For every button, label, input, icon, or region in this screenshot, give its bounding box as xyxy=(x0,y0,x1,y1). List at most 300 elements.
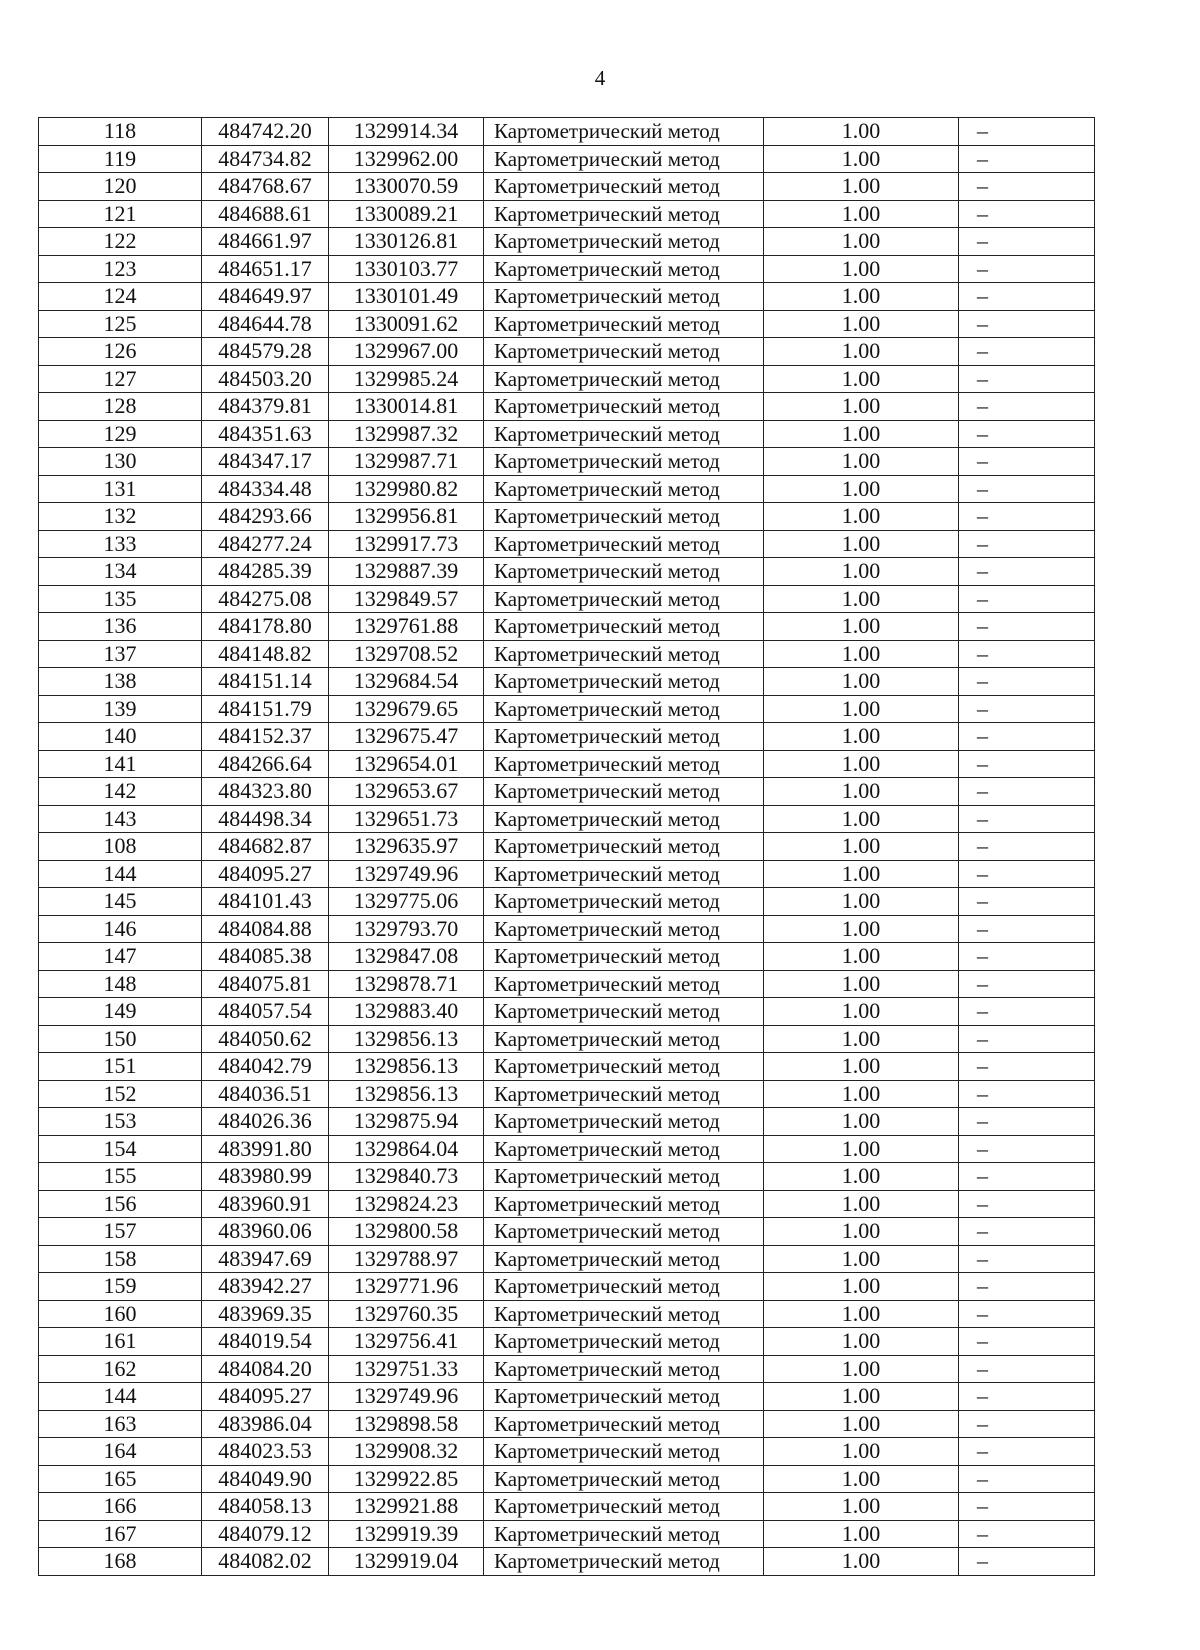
point-number-cell: 144 xyxy=(39,1383,202,1411)
table-row xyxy=(39,503,1095,531)
y-coordinate-cell: 1329856.13 xyxy=(329,1053,484,1081)
x-coordinate-cell: 484148.82 xyxy=(202,640,329,668)
y-coordinate-cell: 1329760.35 xyxy=(329,1300,484,1328)
accuracy-cell: 1.00 xyxy=(764,1410,959,1438)
accuracy-cell: 1.00 xyxy=(764,1465,959,1493)
description-cell: – xyxy=(959,118,1095,146)
table-row xyxy=(39,1245,1095,1273)
method-cell: Картометрический метод xyxy=(484,448,764,476)
x-coordinate-cell: 484152.37 xyxy=(202,723,329,751)
point-number-cell: 155 xyxy=(39,1163,202,1191)
accuracy-cell: 1.00 xyxy=(764,970,959,998)
description-cell: – xyxy=(959,420,1095,448)
method-cell: Картометрический метод xyxy=(484,338,764,366)
method-cell: Картометрический метод xyxy=(484,943,764,971)
description-cell: – xyxy=(959,915,1095,943)
table-row xyxy=(39,1355,1095,1383)
page-number: 4 xyxy=(594,66,606,90)
x-coordinate-cell: 484649.97 xyxy=(202,283,329,311)
accuracy-cell: 1.00 xyxy=(764,283,959,311)
method-cell: Картометрический метод xyxy=(484,778,764,806)
description-cell: – xyxy=(959,833,1095,861)
description-cell: – xyxy=(959,1190,1095,1218)
description-cell: – xyxy=(959,393,1095,421)
method-cell: Картометрический метод xyxy=(484,805,764,833)
accuracy-cell: 1.00 xyxy=(764,1493,959,1521)
method-cell: Картометрический метод xyxy=(484,1355,764,1383)
accuracy-cell: 1.00 xyxy=(764,420,959,448)
table-row xyxy=(39,200,1095,228)
x-coordinate-cell: 484101.43 xyxy=(202,888,329,916)
accuracy-cell: 1.00 xyxy=(764,118,959,146)
y-coordinate-cell: 1329967.00 xyxy=(329,338,484,366)
description-cell: – xyxy=(959,943,1095,971)
y-coordinate-cell: 1329856.13 xyxy=(329,1080,484,1108)
point-number-cell: 146 xyxy=(39,915,202,943)
x-coordinate-cell: 484275.08 xyxy=(202,585,329,613)
description-cell: – xyxy=(959,1328,1095,1356)
y-coordinate-cell: 1329793.70 xyxy=(329,915,484,943)
point-number-cell: 160 xyxy=(39,1300,202,1328)
description-cell: – xyxy=(959,695,1095,723)
point-number-cell: 140 xyxy=(39,723,202,751)
x-coordinate-cell: 484057.54 xyxy=(202,998,329,1026)
table-row xyxy=(39,228,1095,256)
accuracy-cell: 1.00 xyxy=(764,365,959,393)
accuracy-cell: 1.00 xyxy=(764,228,959,256)
point-number-cell: 129 xyxy=(39,420,202,448)
x-coordinate-cell: 484742.20 xyxy=(202,118,329,146)
table-row xyxy=(39,585,1095,613)
y-coordinate-cell: 1329917.73 xyxy=(329,530,484,558)
y-coordinate-cell: 1329653.67 xyxy=(329,778,484,806)
accuracy-cell: 1.00 xyxy=(764,393,959,421)
x-coordinate-cell: 484503.20 xyxy=(202,365,329,393)
y-coordinate-cell: 1329898.58 xyxy=(329,1410,484,1438)
table-row xyxy=(39,338,1095,366)
x-coordinate-cell: 484082.02 xyxy=(202,1548,329,1576)
y-coordinate-cell: 1329875.94 xyxy=(329,1108,484,1136)
point-number-cell: 132 xyxy=(39,503,202,531)
x-coordinate-cell: 484050.62 xyxy=(202,1025,329,1053)
y-coordinate-cell: 1329864.04 xyxy=(329,1135,484,1163)
point-number-cell: 145 xyxy=(39,888,202,916)
method-cell: Картометрический метод xyxy=(484,503,764,531)
accuracy-cell: 1.00 xyxy=(764,530,959,558)
accuracy-cell: 1.00 xyxy=(764,915,959,943)
y-coordinate-cell: 1329921.88 xyxy=(329,1493,484,1521)
method-cell: Картометрический метод xyxy=(484,668,764,696)
y-coordinate-cell: 1330014.81 xyxy=(329,393,484,421)
description-cell: – xyxy=(959,255,1095,283)
y-coordinate-cell: 1329840.73 xyxy=(329,1163,484,1191)
description-cell: – xyxy=(959,998,1095,1026)
y-coordinate-cell: 1329708.52 xyxy=(329,640,484,668)
description-cell: – xyxy=(959,200,1095,228)
x-coordinate-cell: 484644.78 xyxy=(202,310,329,338)
x-coordinate-cell: 483991.80 xyxy=(202,1135,329,1163)
accuracy-cell: 1.00 xyxy=(764,805,959,833)
x-coordinate-cell: 484036.51 xyxy=(202,1080,329,1108)
table-row xyxy=(39,1190,1095,1218)
point-number-cell: 164 xyxy=(39,1438,202,1466)
method-cell: Картометрический метод xyxy=(484,393,764,421)
description-cell: – xyxy=(959,1080,1095,1108)
method-cell: Картометрический метод xyxy=(484,1328,764,1356)
x-coordinate-cell: 484768.67 xyxy=(202,173,329,201)
table-row xyxy=(39,943,1095,971)
x-coordinate-cell: 484498.34 xyxy=(202,805,329,833)
method-cell: Картометрический метод xyxy=(484,1548,764,1576)
table-row xyxy=(39,805,1095,833)
table-row xyxy=(39,915,1095,943)
table-row xyxy=(39,173,1095,201)
accuracy-cell: 1.00 xyxy=(764,1163,959,1191)
table-row xyxy=(39,475,1095,503)
y-coordinate-cell: 1329635.97 xyxy=(329,833,484,861)
method-cell: Картометрический метод xyxy=(484,998,764,1026)
table-row xyxy=(39,1520,1095,1548)
point-number-cell: 134 xyxy=(39,558,202,586)
accuracy-cell: 1.00 xyxy=(764,1190,959,1218)
x-coordinate-cell: 484085.38 xyxy=(202,943,329,971)
x-coordinate-cell: 484019.54 xyxy=(202,1328,329,1356)
table-row xyxy=(39,1025,1095,1053)
method-cell: Картометрический метод xyxy=(484,970,764,998)
description-cell: – xyxy=(959,475,1095,503)
x-coordinate-cell: 484026.36 xyxy=(202,1108,329,1136)
description-cell: – xyxy=(959,613,1095,641)
description-cell: – xyxy=(959,283,1095,311)
x-coordinate-cell: 484049.90 xyxy=(202,1465,329,1493)
y-coordinate-cell: 1329847.08 xyxy=(329,943,484,971)
table-row xyxy=(39,1465,1095,1493)
point-number-cell: 138 xyxy=(39,668,202,696)
method-cell: Картометрический метод xyxy=(484,1493,764,1521)
point-number-cell: 141 xyxy=(39,750,202,778)
y-coordinate-cell: 1330070.59 xyxy=(329,173,484,201)
accuracy-cell: 1.00 xyxy=(764,1520,959,1548)
x-coordinate-cell: 484151.14 xyxy=(202,668,329,696)
description-cell: – xyxy=(959,1548,1095,1576)
accuracy-cell: 1.00 xyxy=(764,668,959,696)
description-cell: – xyxy=(959,1438,1095,1466)
description-cell: – xyxy=(959,1355,1095,1383)
accuracy-cell: 1.00 xyxy=(764,833,959,861)
method-cell: Картометрический метод xyxy=(484,1410,764,1438)
accuracy-cell: 1.00 xyxy=(764,310,959,338)
table-row xyxy=(39,1328,1095,1356)
point-number-cell: 162 xyxy=(39,1355,202,1383)
method-cell: Картометрический метод xyxy=(484,558,764,586)
y-coordinate-cell: 1329980.82 xyxy=(329,475,484,503)
point-number-cell: 126 xyxy=(39,338,202,366)
method-cell: Картометрический метод xyxy=(484,420,764,448)
table-row xyxy=(39,1163,1095,1191)
point-number-cell: 152 xyxy=(39,1080,202,1108)
table-row xyxy=(39,530,1095,558)
accuracy-cell: 1.00 xyxy=(764,585,959,613)
x-coordinate-cell: 484084.88 xyxy=(202,915,329,943)
description-cell: – xyxy=(959,558,1095,586)
x-coordinate-cell: 484079.12 xyxy=(202,1520,329,1548)
point-number-cell: 167 xyxy=(39,1520,202,1548)
y-coordinate-cell: 1329849.57 xyxy=(329,585,484,613)
table-row xyxy=(39,1218,1095,1246)
accuracy-cell: 1.00 xyxy=(764,448,959,476)
method-cell: Картометрический метод xyxy=(484,1080,764,1108)
accuracy-cell: 1.00 xyxy=(764,613,959,641)
method-cell: Картометрический метод xyxy=(484,173,764,201)
table-row xyxy=(39,393,1095,421)
table-row xyxy=(39,145,1095,173)
description-cell: – xyxy=(959,1465,1095,1493)
accuracy-cell: 1.00 xyxy=(764,1080,959,1108)
table-row xyxy=(39,1383,1095,1411)
y-coordinate-cell: 1329919.39 xyxy=(329,1520,484,1548)
x-coordinate-cell: 484023.53 xyxy=(202,1438,329,1466)
accuracy-cell: 1.00 xyxy=(764,1355,959,1383)
method-cell: Картометрический метод xyxy=(484,750,764,778)
method-cell: Картометрический метод xyxy=(484,833,764,861)
x-coordinate-cell: 484323.80 xyxy=(202,778,329,806)
description-cell: – xyxy=(959,448,1095,476)
table-row xyxy=(39,365,1095,393)
y-coordinate-cell: 1330089.21 xyxy=(329,200,484,228)
description-cell: – xyxy=(959,640,1095,668)
description-cell: – xyxy=(959,503,1095,531)
method-cell: Картометрический метод xyxy=(484,1135,764,1163)
x-coordinate-cell: 484277.24 xyxy=(202,530,329,558)
point-number-cell: 165 xyxy=(39,1465,202,1493)
accuracy-cell: 1.00 xyxy=(764,1548,959,1576)
accuracy-cell: 1.00 xyxy=(764,503,959,531)
description-cell: – xyxy=(959,1053,1095,1081)
accuracy-cell: 1.00 xyxy=(764,860,959,888)
point-number-cell: 130 xyxy=(39,448,202,476)
description-cell: – xyxy=(959,1025,1095,1053)
y-coordinate-cell: 1329856.13 xyxy=(329,1025,484,1053)
y-coordinate-cell: 1329922.85 xyxy=(329,1465,484,1493)
x-coordinate-cell: 484347.17 xyxy=(202,448,329,476)
x-coordinate-cell: 483947.69 xyxy=(202,1245,329,1273)
point-number-cell: 119 xyxy=(39,145,202,173)
y-coordinate-cell: 1330091.62 xyxy=(329,310,484,338)
table-row xyxy=(39,723,1095,751)
description-cell: – xyxy=(959,1520,1095,1548)
point-number-cell: 137 xyxy=(39,640,202,668)
point-number-cell: 156 xyxy=(39,1190,202,1218)
table-row xyxy=(39,118,1095,146)
table-row xyxy=(39,833,1095,861)
description-cell: – xyxy=(959,1383,1095,1411)
point-number-cell: 163 xyxy=(39,1410,202,1438)
accuracy-cell: 1.00 xyxy=(764,778,959,806)
point-number-cell: 154 xyxy=(39,1135,202,1163)
accuracy-cell: 1.00 xyxy=(764,888,959,916)
method-cell: Картометрический метод xyxy=(484,585,764,613)
y-coordinate-cell: 1330103.77 xyxy=(329,255,484,283)
x-coordinate-cell: 484084.20 xyxy=(202,1355,329,1383)
description-cell: – xyxy=(959,668,1095,696)
method-cell: Картометрический метод xyxy=(484,723,764,751)
table-row xyxy=(39,750,1095,778)
description-cell: – xyxy=(959,365,1095,393)
accuracy-cell: 1.00 xyxy=(764,1328,959,1356)
method-cell: Картометрический метод xyxy=(484,888,764,916)
accuracy-cell: 1.00 xyxy=(764,943,959,971)
description-cell: – xyxy=(959,1273,1095,1301)
description-cell: – xyxy=(959,888,1095,916)
x-coordinate-cell: 484075.81 xyxy=(202,970,329,998)
description-cell: – xyxy=(959,723,1095,751)
description-cell: – xyxy=(959,228,1095,256)
x-coordinate-cell: 484682.87 xyxy=(202,833,329,861)
method-cell: Картометрический метод xyxy=(484,1245,764,1273)
y-coordinate-cell: 1329800.58 xyxy=(329,1218,484,1246)
point-number-cell: 142 xyxy=(39,778,202,806)
accuracy-cell: 1.00 xyxy=(764,255,959,283)
description-cell: – xyxy=(959,860,1095,888)
y-coordinate-cell: 1329775.06 xyxy=(329,888,484,916)
accuracy-cell: 1.00 xyxy=(764,200,959,228)
method-cell: Картометрический метод xyxy=(484,475,764,503)
method-cell: Картометрический метод xyxy=(484,365,764,393)
method-cell: Картометрический метод xyxy=(484,1218,764,1246)
method-cell: Картометрический метод xyxy=(484,118,764,146)
method-cell: Картометрический метод xyxy=(484,255,764,283)
x-coordinate-cell: 483960.06 xyxy=(202,1218,329,1246)
table-row xyxy=(39,613,1095,641)
x-coordinate-cell: 484351.63 xyxy=(202,420,329,448)
point-number-cell: 147 xyxy=(39,943,202,971)
description-cell: – xyxy=(959,750,1095,778)
method-cell: Картометрический метод xyxy=(484,1053,764,1081)
x-coordinate-cell: 484688.61 xyxy=(202,200,329,228)
x-coordinate-cell: 484151.79 xyxy=(202,695,329,723)
y-coordinate-cell: 1329751.33 xyxy=(329,1355,484,1383)
table-row xyxy=(39,970,1095,998)
method-cell: Картометрический метод xyxy=(484,1300,764,1328)
accuracy-cell: 1.00 xyxy=(764,475,959,503)
table-row xyxy=(39,695,1095,723)
point-number-cell: 143 xyxy=(39,805,202,833)
method-cell: Картометрический метод xyxy=(484,1383,764,1411)
table-row xyxy=(39,1493,1095,1521)
point-number-cell: 121 xyxy=(39,200,202,228)
x-coordinate-cell: 484293.66 xyxy=(202,503,329,531)
table-row xyxy=(39,420,1095,448)
description-cell: – xyxy=(959,145,1095,173)
point-number-cell: 166 xyxy=(39,1493,202,1521)
x-coordinate-cell: 483980.99 xyxy=(202,1163,329,1191)
accuracy-cell: 1.00 xyxy=(764,145,959,173)
table-row xyxy=(39,1108,1095,1136)
description-cell: – xyxy=(959,970,1095,998)
table-row xyxy=(39,1080,1095,1108)
description-cell: – xyxy=(959,1410,1095,1438)
point-number-cell: 158 xyxy=(39,1245,202,1273)
point-number-cell: 161 xyxy=(39,1328,202,1356)
table-row xyxy=(39,778,1095,806)
x-coordinate-cell: 484178.80 xyxy=(202,613,329,641)
description-cell: – xyxy=(959,1108,1095,1136)
table-row xyxy=(39,1438,1095,1466)
accuracy-cell: 1.00 xyxy=(764,723,959,751)
table-row xyxy=(39,448,1095,476)
point-number-cell: 153 xyxy=(39,1108,202,1136)
accuracy-cell: 1.00 xyxy=(764,1053,959,1081)
method-cell: Картометрический метод xyxy=(484,145,764,173)
table-row xyxy=(39,1135,1095,1163)
method-cell: Картометрический метод xyxy=(484,640,764,668)
description-cell: – xyxy=(959,585,1095,613)
y-coordinate-cell: 1329824.23 xyxy=(329,1190,484,1218)
y-coordinate-cell: 1329987.71 xyxy=(329,448,484,476)
y-coordinate-cell: 1329684.54 xyxy=(329,668,484,696)
y-coordinate-cell: 1329756.41 xyxy=(329,1328,484,1356)
description-cell: – xyxy=(959,805,1095,833)
accuracy-cell: 1.00 xyxy=(764,1300,959,1328)
point-number-cell: 123 xyxy=(39,255,202,283)
table-row xyxy=(39,558,1095,586)
y-coordinate-cell: 1329651.73 xyxy=(329,805,484,833)
point-number-cell: 144 xyxy=(39,860,202,888)
table-row xyxy=(39,888,1095,916)
x-coordinate-cell: 484095.27 xyxy=(202,1383,329,1411)
method-cell: Картометрический метод xyxy=(484,1190,764,1218)
y-coordinate-cell: 1329887.39 xyxy=(329,558,484,586)
x-coordinate-cell: 484058.13 xyxy=(202,1493,329,1521)
y-coordinate-cell: 1329788.97 xyxy=(329,1245,484,1273)
y-coordinate-cell: 1329749.96 xyxy=(329,1383,484,1411)
x-coordinate-cell: 483960.91 xyxy=(202,1190,329,1218)
y-coordinate-cell: 1330101.49 xyxy=(329,283,484,311)
table-row xyxy=(39,1548,1095,1576)
method-cell: Картометрический метод xyxy=(484,860,764,888)
method-cell: Картометрический метод xyxy=(484,200,764,228)
coordinates-table xyxy=(38,117,1095,1576)
x-coordinate-cell: 484661.97 xyxy=(202,228,329,256)
table-row xyxy=(39,1053,1095,1081)
method-cell: Картометрический метод xyxy=(484,310,764,338)
point-number-cell: 127 xyxy=(39,365,202,393)
point-number-cell: 168 xyxy=(39,1548,202,1576)
description-cell: – xyxy=(959,1245,1095,1273)
method-cell: Картометрический метод xyxy=(484,915,764,943)
method-cell: Картометрический метод xyxy=(484,228,764,256)
method-cell: Картометрический метод xyxy=(484,283,764,311)
table-row xyxy=(39,1273,1095,1301)
point-number-cell: 128 xyxy=(39,393,202,421)
description-cell: – xyxy=(959,338,1095,366)
table-row xyxy=(39,640,1095,668)
table-row xyxy=(39,255,1095,283)
point-number-cell: 124 xyxy=(39,283,202,311)
point-number-cell: 157 xyxy=(39,1218,202,1246)
accuracy-cell: 1.00 xyxy=(764,1273,959,1301)
method-cell: Картометрический метод xyxy=(484,1025,764,1053)
description-cell: – xyxy=(959,310,1095,338)
point-number-cell: 151 xyxy=(39,1053,202,1081)
method-cell: Картометрический метод xyxy=(484,1163,764,1191)
y-coordinate-cell: 1329908.32 xyxy=(329,1438,484,1466)
y-coordinate-cell: 1329956.81 xyxy=(329,503,484,531)
method-cell: Картометрический метод xyxy=(484,695,764,723)
point-number-cell: 136 xyxy=(39,613,202,641)
table-row xyxy=(39,1300,1095,1328)
method-cell: Картометрический метод xyxy=(484,613,764,641)
